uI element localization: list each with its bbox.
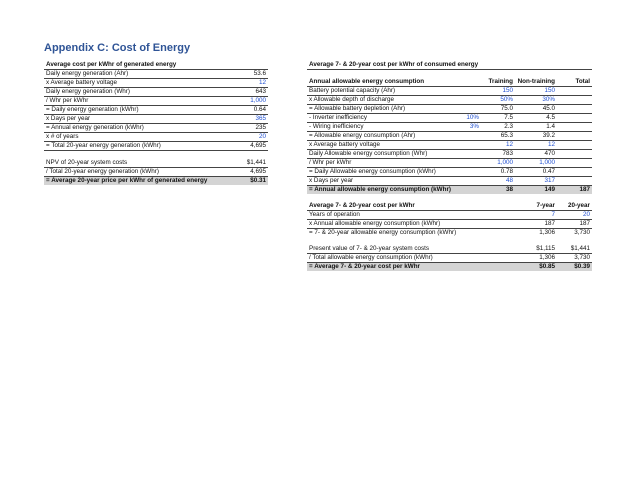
row-label: = Average 20-year price per kWhr of generated energy [44,177,230,186]
row-value: 643 [230,88,268,97]
row-label: = Daily Allowable energy consumption (kWhr) [307,168,459,177]
row-value: 1,000 [230,97,268,106]
column-header: 20-year [557,202,592,211]
row-value: 45.0 [515,105,557,114]
row-value: 7 [515,211,557,220]
row-label: x Allowable depth of discharge [307,96,459,105]
row-value: 0.47 [515,168,557,177]
row-label: = Annual energy generation (kWhr) [44,124,230,133]
row-value: 470 [515,150,557,159]
row-label: Daily energy generation (Whr) [44,88,230,97]
row-value: 48 [481,177,515,186]
row-value: 39.2 [515,132,557,141]
column-header: Training [481,78,515,87]
spacer-row [307,194,592,202]
row-label: = 7- & 20-year allowable energy consumption (kWhr) [309,229,457,237]
table-row [44,124,268,133]
result-row [44,177,268,186]
row-value: 2.3 [481,123,515,132]
table-row [44,159,268,168]
row-label: = Allowable battery depletion (Ahr) [307,105,459,114]
row-value: 12 [515,141,557,150]
table-row [307,114,592,123]
row-value: $1,441 [230,159,268,168]
spacer-row [307,70,592,79]
section-label: Average 7- & 20-year cost per kWhr [307,202,459,211]
row-label: - Inverter inefficiency [307,114,459,123]
table-row [307,177,592,186]
section-header-row [307,78,592,87]
row-value: 1,000 [481,159,515,168]
spacer-row [44,151,268,160]
row-label: Years of operation [307,211,459,220]
table-row [307,150,592,159]
row-value: 3,730 [557,254,592,263]
row-label: Present value of 7- & 20-year system costs [307,245,459,254]
spacer-row [307,237,592,245]
table-row [44,97,268,106]
row-value: 3,730 [574,229,591,237]
row-label: x Annual allowable energy consumption (kWhr) [307,220,459,229]
section-label: Annual allowable energy consumption [307,78,459,87]
row-label: x # of years [44,133,230,142]
table-row [307,132,592,141]
row-value: 50% [481,96,515,105]
row-label: x Average battery voltage [307,141,459,150]
page-title: Appendix C: Cost of Energy [44,42,191,54]
row-pct: 3% [459,123,481,132]
row-value: 150 [481,87,515,96]
row-label: / Whr per kWhr [44,97,230,106]
row-value: 20 [557,211,592,220]
row-value: 783 [481,150,515,159]
table-row [44,88,268,97]
column-header: Non-training [515,78,557,87]
row-pct: 10% [459,114,481,123]
row-value: 53.6 [230,70,268,79]
row-value: 12 [481,141,515,150]
row-value: $1,441 [557,245,592,254]
row-value: 30% [515,96,557,105]
row-value: 65.3 [481,132,515,141]
row-value: 12 [230,79,268,88]
section-header-row [307,202,592,211]
row-label: Daily energy generation (Ahr) [44,70,230,79]
table-row [307,87,592,96]
row-label: x Days per year [307,177,459,186]
table-row [44,106,268,115]
row-value: 4,695 [230,142,268,151]
table-row [307,105,592,114]
row-value: 1,000 [515,159,557,168]
table-row [307,159,592,168]
row-value: 75.0 [481,105,515,114]
table-header: Average cost per kWhr of generated energy [44,61,268,70]
row-label: NPV of 20-year system costs [44,159,230,168]
row-label: / Total 20-year energy generation (kWhr) [44,168,230,177]
table-row [307,229,592,238]
row-label: - Wiring inefficiency [307,123,459,132]
row-value: 187 [557,220,592,229]
table-row [44,70,268,79]
table-header-row [307,61,592,70]
table-row [307,96,592,105]
row-value: 0.78 [481,168,515,177]
row-label: = Daily energy generation (kWhr) [44,106,230,115]
row-label: Battery potential capacity (Ahr) [307,87,459,96]
row-label: x Days per year [44,115,230,124]
table-row [44,133,268,142]
consumed-energy-cost-table [307,61,592,271]
table-row [307,123,592,132]
table-row [307,141,592,150]
row-value: $0.85 [515,263,557,272]
row-label: = Allowable energy consumption (Ahr) [307,132,459,141]
column-header: Total [557,78,592,87]
table-row [44,115,268,124]
row-label: / Whr per kWhr [307,159,459,168]
row-value: 1,306 [515,254,557,263]
table-header: Average 7- & 20-year cost per kWhr of consumed energy [307,61,592,70]
result-row [307,263,592,272]
row-value: 0.64 [230,106,268,115]
row-value: 20 [230,133,268,142]
row-label: = Annual allowable energy consumption (kWhr) [307,186,459,195]
result-row [307,186,592,195]
row-value: 150 [515,87,557,96]
row-value: 38 [481,186,515,195]
table-row [44,142,268,151]
row-value: 1.4 [515,123,557,132]
row-value: $0.39 [557,263,592,272]
column-header: 7-year [515,202,557,211]
table-row [307,245,592,254]
row-label: / Total allowable energy consumption (kWhr) [307,254,459,263]
table-row [307,254,592,263]
generated-energy-cost-table [44,61,268,185]
row-label: x Average battery voltage [44,79,230,88]
row-value: 317 [515,177,557,186]
row-value: 4,695 [230,168,268,177]
row-total: 187 [557,186,592,195]
table-row [307,168,592,177]
row-value: $1,115 [515,245,557,254]
row-value: 365 [230,115,268,124]
row-label: = Total 20-year energy generation (kWhr) [44,142,230,151]
table-row [44,168,268,177]
row-value: 4.5 [515,114,557,123]
row-value: 7.5 [481,114,515,123]
table-row [44,79,268,88]
row-label: Daily Allowable energy consumption (Whr) [307,150,459,159]
row-value: 149 [515,186,557,195]
row-value: $0.31 [230,177,268,186]
table-row [307,211,592,220]
row-value: 1,306 [539,229,555,237]
row-label: = Average 7- & 20-year cost per kWhr [307,263,459,272]
table-row [307,220,592,229]
row-value: 187 [515,220,557,229]
row-value: 235 [230,124,268,133]
table-header-row [44,61,268,70]
